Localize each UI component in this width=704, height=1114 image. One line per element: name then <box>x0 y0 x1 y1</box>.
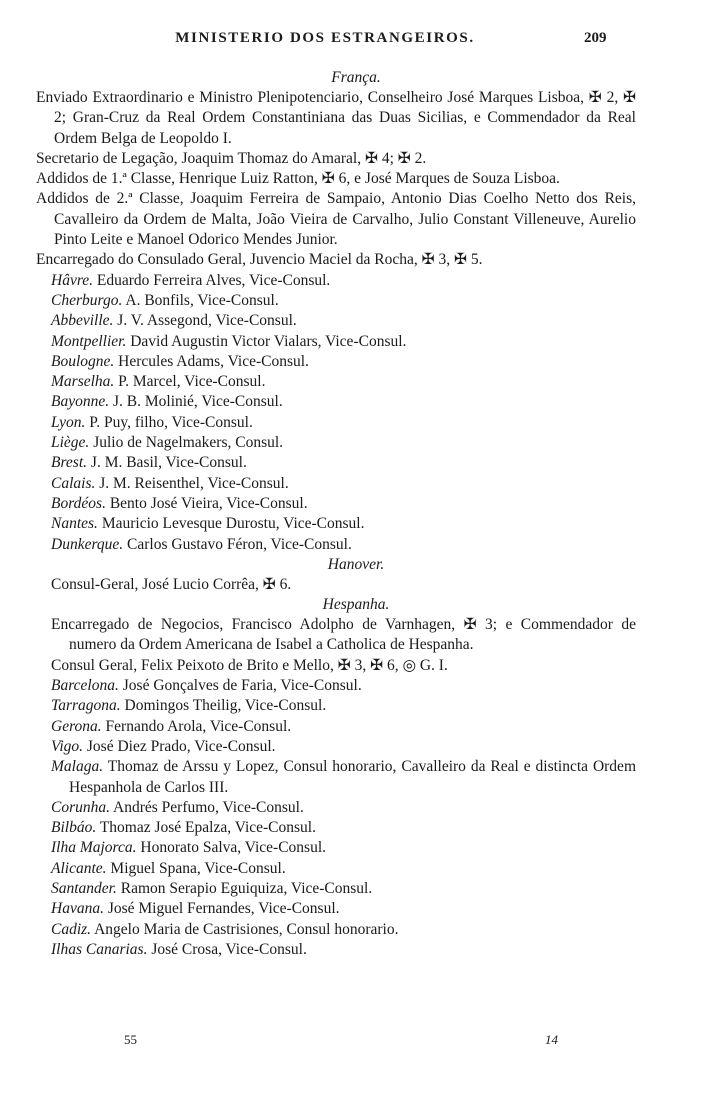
place-name: Vigo. <box>51 737 83 755</box>
entry-text: Fernando Arola, Vice-Consul. <box>105 717 292 735</box>
entry-text: Thomaz José Epalza, Vice-Consul. <box>99 819 316 837</box>
entry-text: Mauricio Levesque Durostu, Vice-Consul. <box>101 515 365 533</box>
entry-text: J. M. Basil, Vice-Consul. <box>90 454 247 472</box>
consulate-entry <box>51 413 636 433</box>
consulate-entry <box>51 332 636 352</box>
page-title: MINISTERIO DOS ESTRANGEIROS. <box>175 30 475 46</box>
consulate-entry <box>51 717 636 737</box>
entry-text: Honorato Salva, Vice-Consul. <box>140 839 327 857</box>
place-name: Boulogne. <box>51 352 115 370</box>
consulate-entry <box>51 474 636 494</box>
consulate-entry <box>51 453 636 473</box>
place-name: Lyon. <box>51 413 86 431</box>
consulate-entry <box>51 899 636 919</box>
place-name: Bilbáo. <box>51 819 97 837</box>
place-name: Brest. <box>51 454 88 472</box>
consulate-entry <box>51 818 636 838</box>
entry-text: José Diez Prado, Vice-Consul. <box>86 737 276 755</box>
consulate-entry <box>51 696 636 716</box>
consulate-entry <box>51 798 636 818</box>
entry-text: Encarregado do Consulado Geral, Juvencio Maciel da Rocha, ✠ 3, ✠ 5. <box>36 251 483 269</box>
consulate-entry <box>51 859 636 879</box>
entry-text: Addidos de 1.ª Classe, Henrique Luiz Ratton, ✠ 6, e José Marques de Souza Lisboa. <box>36 170 560 188</box>
entry-text: Thomaz de Arssu y Lopez, Consul honorario, Cavalleiro da Real e distincta Ordem Hespanhola de Carlos III. <box>69 758 636 796</box>
consulate-entry <box>51 879 636 899</box>
entry-text: Carlos Gustavo Féron, Vice-Consul. <box>127 535 352 553</box>
place-name: Hâvre. <box>51 271 94 289</box>
legation-entry <box>36 250 636 270</box>
legation-entry <box>36 189 636 250</box>
entry-text: José Miguel Fernandes, Vice-Consul. <box>107 900 340 918</box>
entry-text: José Crosa, Vice-Consul. <box>151 940 307 958</box>
entry-text: Miguel Spana, Vice-Consul. <box>110 859 286 877</box>
consulate-entry <box>51 271 636 291</box>
place-name: Malaga. <box>51 758 104 776</box>
place-name: Santander. <box>51 879 117 897</box>
legation-entry <box>36 169 636 189</box>
consulate-entry <box>51 494 636 514</box>
legation-entry <box>51 656 636 676</box>
entry-text: J. M. Reisenthel, Vice-Consul. <box>99 474 289 492</box>
consulate-entry <box>51 676 636 696</box>
entry-text: Enviado Extraordinario e Ministro Plenipotenciario, Conselheiro José Marques Lisboa, ✠ 2, ✠ 2; Gran-Cruz da Real Ordem Constantiniana das Duas Sicilias, e Commendador da Real Ordem Belga de Leopoldo I. <box>36 89 636 147</box>
place-name: Barcelona. <box>51 677 119 695</box>
entry-text: Secretario de Legação, Joaquim Thomaz do Amaral, ✠ 4; ✠ 2. <box>36 149 427 167</box>
entry-text: Domingos Theilig, Vice-Consul. <box>124 697 327 715</box>
section-title: Hanover. <box>327 555 385 573</box>
section-title: Hespanha. <box>322 596 390 614</box>
signature-mark: 55 <box>124 1032 137 1047</box>
place-name: Dunkerque. <box>51 535 124 553</box>
place-name: Marselha. <box>51 373 115 391</box>
place-name: Bayonne. <box>51 393 110 411</box>
consulate-entry <box>51 920 636 940</box>
place-name: Corunha. <box>51 798 110 816</box>
place-name: Liège. <box>51 434 90 452</box>
entry-text: Consul Geral, Felix Peixoto de Brito e Mello, ✠ 3, ✠ 6, ◎ G. I. <box>51 656 448 674</box>
entry-text: P. Marcel, Vice-Consul. <box>118 373 266 391</box>
legation-entry <box>36 149 636 169</box>
entry-text: Angelo Maria de Castrisiones, Consul honorario. <box>94 920 399 938</box>
legation-entry <box>36 88 636 149</box>
entry-text: Andrés Perfumo, Vice-Consul. <box>113 798 304 816</box>
consulate-entry <box>51 352 636 372</box>
entry-text: Bento José Vieira, Vice-Consul. <box>109 494 308 512</box>
consulate-entry <box>51 311 636 331</box>
entry-text: A. Bonfils, Vice-Consul. <box>125 291 279 309</box>
section-title: França. <box>331 69 381 86</box>
legation-entry <box>51 615 636 656</box>
place-name: Abbeville. <box>51 312 114 330</box>
place-name: Alicante. <box>51 859 107 877</box>
entry-text: J. V. Assegond, Vice-Consul. <box>117 312 297 330</box>
consulate-entry <box>51 392 636 412</box>
place-name: Ilha Majorca. <box>51 839 137 857</box>
consulate-entry <box>51 940 636 960</box>
entry-text: J. B. Molinié, Vice-Consul. <box>112 393 283 411</box>
place-name: Gerona. <box>51 717 102 735</box>
entry-text: Encarregado de Negocios, Francisco Adolpho de Varnhagen, ✠ 3; e Commendador de numero da Ordem Americana de Isabel a Catholica de Hespanha. <box>51 616 636 654</box>
place-name: Tarragona. <box>51 697 121 715</box>
place-name: Bordéos. <box>51 494 106 512</box>
page-body <box>36 68 636 960</box>
place-name: Cadiz. <box>51 920 92 938</box>
entry-text: Consul-Geral, José Lucio Corrêa, ✠ 6. <box>51 575 292 593</box>
entry-text: Eduardo Ferreira Alves, Vice-Consul. <box>96 271 331 289</box>
consulate-entry <box>51 433 636 453</box>
place-name: Montpellier. <box>51 332 127 350</box>
entry-text: P. Puy, filho, Vice-Consul. <box>89 413 253 431</box>
page-number: 209 <box>584 30 607 46</box>
consulate-entry <box>51 535 636 555</box>
entry-text: José Gonçalves de Faria, Vice-Consul. <box>122 677 362 695</box>
entry-text: Hercules Adams, Vice-Consul. <box>118 352 309 370</box>
entry-text: Julio de Nagelmakers, Consul. <box>93 434 284 452</box>
running-header <box>0 30 704 54</box>
consulate-entry <box>51 838 636 858</box>
place-name: Nantes. <box>51 515 98 533</box>
consulate-entry <box>51 372 636 392</box>
place-name: Ilhas Canarias. <box>51 940 148 958</box>
place-name: Calais. <box>51 474 96 492</box>
consulate-entry <box>51 757 636 798</box>
consulate-entry <box>51 291 636 311</box>
entry-text: Addidos de 2.ª Classe, Joaquim Ferreira de Sampaio, Antonio Dias Coelho Netto dos Reis, Cavalleiro da Ordem de Malta, João Vieira de Carvalho, Julio Constant Villeneuve, Aurelio Pinto Leite e Manoel Odorico Mendes Junior. <box>36 190 636 249</box>
entry-text: Ramon Serapio Eguiquiza, Vice-Consul. <box>120 879 373 897</box>
legation-entry <box>51 575 636 595</box>
consulate-entry <box>51 737 636 757</box>
footer-mark: 14 <box>545 1032 558 1047</box>
consulate-entry <box>51 514 636 534</box>
place-name: Cherburgo. <box>51 291 123 309</box>
entry-text: David Augustin Victor Vialars, Vice-Consul. <box>130 332 407 350</box>
place-name: Havana. <box>51 900 104 918</box>
